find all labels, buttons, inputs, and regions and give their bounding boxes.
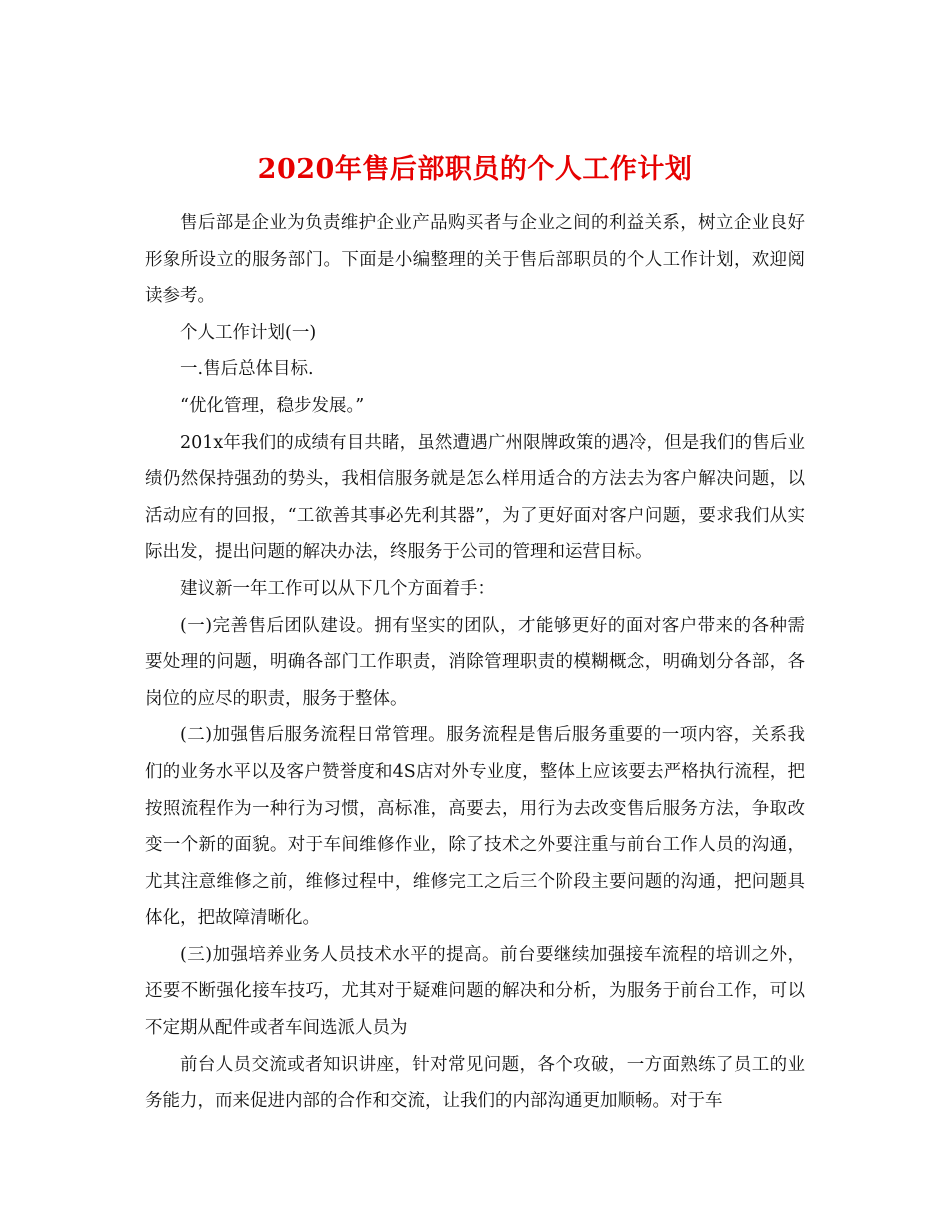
- document-title: 2020年售后部职员的个人工作计划: [257, 154, 693, 186]
- paragraph-suggestion-intro: 建议新一年工作可以从下几个方面着手：: [180, 578, 495, 599]
- section-heading-plan-one: 个人工作计划(一): [180, 322, 317, 343]
- paragraph-intro: 售后部是企业为负责维护企业产品购买者与企业之间的利益关系，树立企业良好形象所设立的服务部门。下面是小编整理的关于售后部职员的个人工作计划，欢迎阅读参考。: [145, 213, 805, 307]
- paragraph-motto: “优化管理，稳步发展。”: [180, 395, 365, 416]
- paragraph-review: 201x年我们的成绩有目共睹，虽然遭遇广州限牌政策的遇冷，但是我们的售后业绩仍然保持强劲的势头，我相信服务就是怎么样用适合的方法去为客户解决问题，以活动应有的回报，“工欲善其事必先利其器”，为了更好面对客户问题，要求我们从实际出发，提出问题的解决办法，终服务于公司的管理和运营目标。: [145, 432, 805, 563]
- paragraph-item-two: (二)加强售后服务流程日常管理。服务流程是售后服务重要的一项内容，关系我们的业务水平以及客户赞誉度和4S店对外专业度，整体上应该要去严格执行流程，把按照流程作为一种行为习惯，高标准，高要去，用行为去改变售后服务方法，争取改变一个新的面貌。对于车间维修作业，除了技术之外要注重与前台工作人员的沟通，尤其注意维修之前，维修过程中，维修完工之后三个阶段主要问题的沟通，把问题具体化，把故障清晰化。: [145, 725, 805, 929]
- subheading-overall-goal: 一.售后总体目标.: [180, 359, 314, 380]
- paragraph-continuation: 前台人员交流或者知识讲座，针对常见问题，各个攻破，一方面熟练了员工的业务能力，而来促进内部的合作和交流，让我们的内部沟通更加顺畅。对于车: [145, 1054, 805, 1112]
- document-body: [145, 205, 805, 1120]
- paragraph-item-one: (一)完善售后团队建设。拥有坚实的团队，才能够更好的面对客户带来的各种需要处理的问题，明确各部门工作职责，消除管理职责的模糊概念，明确划分各部，各岗位的应尽的职责，服务于整体。: [145, 615, 805, 709]
- paragraph-item-three: (三)加强培养业务人员技术水平的提高。前台要继续加强接车流程的培训之外，还要不断强化接车技巧，尤其对于疑难问题的解决和分析，为服务于前台工作，可以不定期从配件或者车间选派人员为: [145, 944, 805, 1039]
